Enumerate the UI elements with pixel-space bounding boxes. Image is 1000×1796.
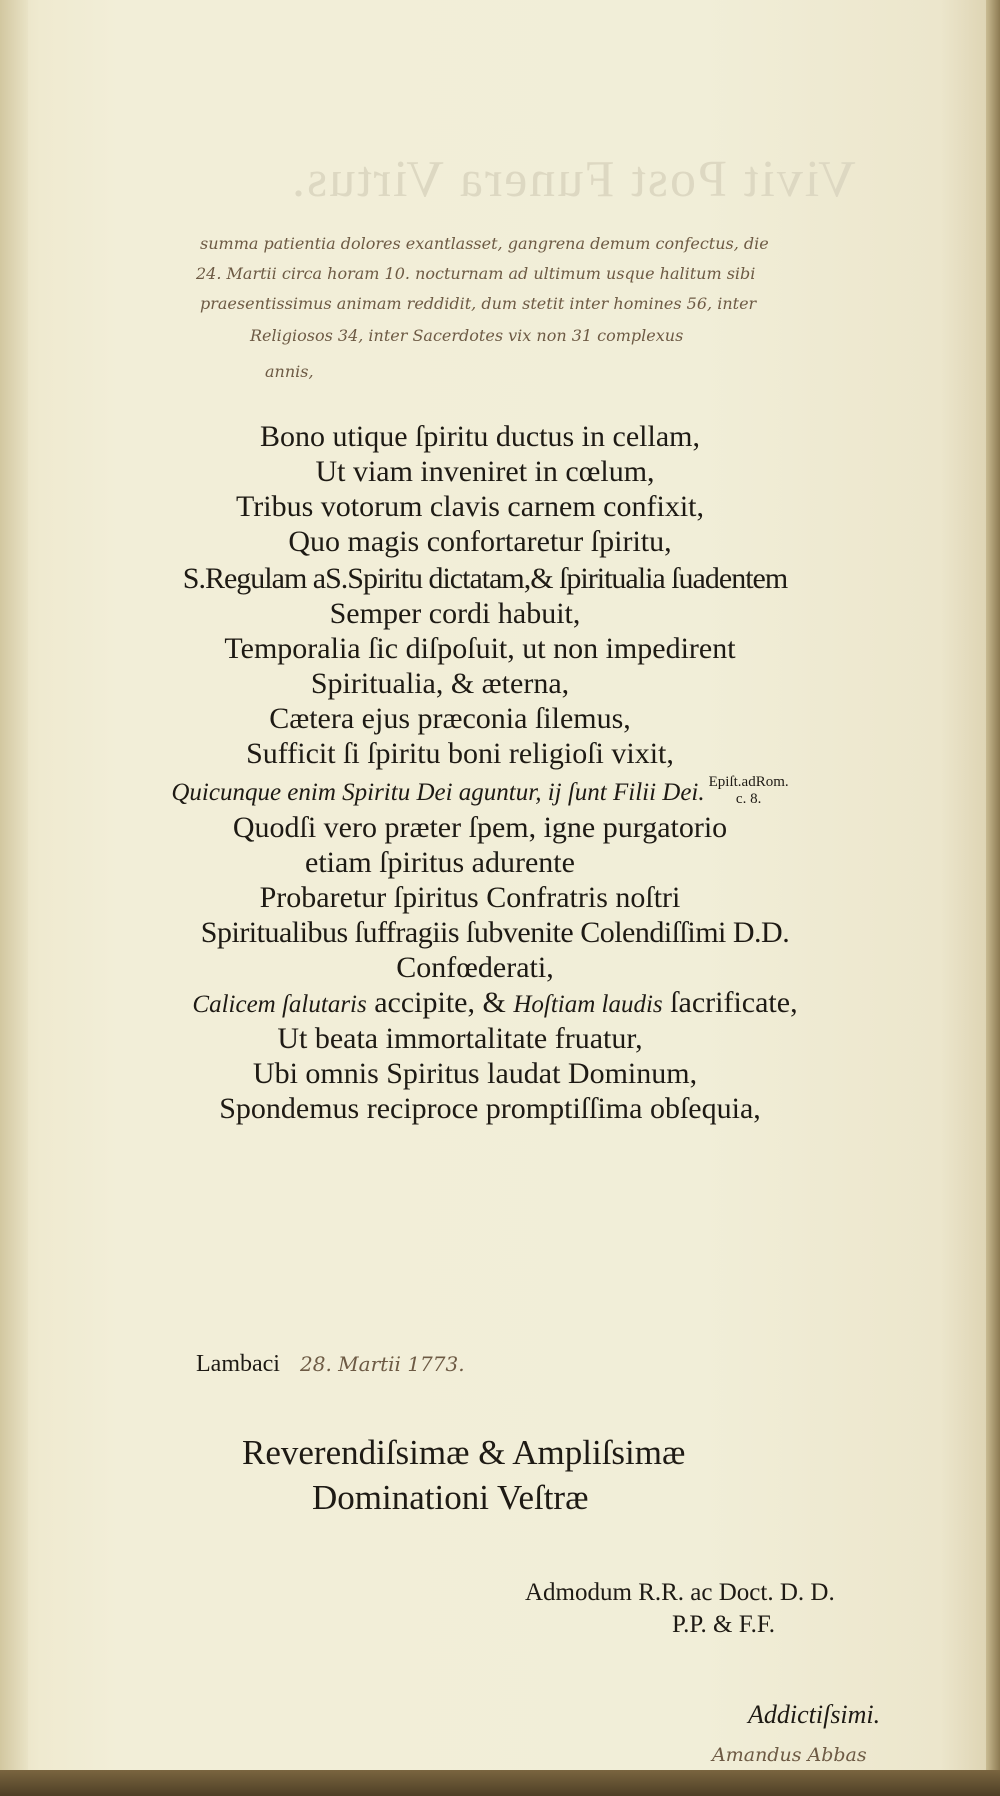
scripture-reference-block bbox=[709, 774, 789, 808]
calicem-line bbox=[0, 986, 995, 1022]
handwritten-line: praesentissimus animam reddidit, dum stetit inter homines 56, inter bbox=[200, 294, 757, 313]
place-name: Lambaci bbox=[196, 1351, 280, 1377]
calicem-text: accipite, & bbox=[366, 986, 514, 1019]
scripture-reference: Epiſt.adRom. bbox=[708, 774, 789, 790]
handwritten-line: Religiosos 34, inter Sacerdotes vix non 31 complexus bbox=[250, 326, 684, 345]
handwritten-line: summa patientia dolores exantlasset, gangrena demum confectus, die bbox=[200, 234, 769, 253]
body-line: Ut beata immortalitate fruatur, bbox=[277, 1022, 643, 1055]
body-line: Probaretur ſpiritus Confratris noſtri bbox=[259, 881, 681, 914]
body-line: Tribus votorum clavis carnem confixit, bbox=[236, 490, 704, 523]
salutation-line-1: Reverendiſsimæ & Ampliſsimæ bbox=[242, 1433, 686, 1472]
scripture-reference-chapter: c. 8. bbox=[735, 791, 762, 807]
bleed-through-title: Vivit Post Funera Virtus. bbox=[290, 151, 856, 208]
salutation-line-2: Dominationi Veſtræ bbox=[312, 1478, 589, 1517]
body-line: Quo magis confortaretur ſpiritu, bbox=[288, 525, 672, 558]
calicem-italic: Calicem ſalutaris bbox=[192, 991, 367, 1018]
scripture-quote bbox=[0, 772, 960, 808]
handwritten-line: annis, bbox=[265, 362, 314, 381]
handwritten-signature: Amandus Abbas bbox=[712, 1744, 867, 1766]
body-line: Quodſi vero præter ſpem, igne purgatorio bbox=[232, 811, 728, 844]
page-right-edge bbox=[986, 0, 1000, 1796]
body-line: S.Regulam aS.Spiritu dictatam,& ſpiritualia ſuadentem bbox=[182, 562, 788, 595]
quote-text: Quicunque enim Spiritu Dei aguntur, ij ſunt Filii Dei. bbox=[171, 779, 705, 806]
body-line: Ut viam inveniret in cœlum, bbox=[315, 455, 655, 488]
body-line: Cætera ejus præconia ſilemus, bbox=[269, 702, 631, 735]
body-line: Spiritualia, & æterna, bbox=[310, 667, 570, 700]
signoff-line-2: P.P. & F.F. bbox=[672, 1611, 776, 1638]
body-line: Spondemus reciproce promptiſſima obſequia, bbox=[219, 1092, 761, 1125]
handwritten-line: 24. Martii circa horam 10. nocturnam ad ultimum usque halitum sibi bbox=[196, 264, 756, 283]
body-line: Bono utique ſpiritu ductus in cellam, bbox=[260, 420, 700, 453]
body-line: Semper cordi habuit, bbox=[329, 597, 581, 630]
addictissimi: Addictiſsimi. bbox=[748, 1700, 881, 1729]
handwritten-date: 28. Martii 1773. bbox=[300, 1352, 465, 1376]
body-line: Ubi omnis Spiritus laudat Dominum, bbox=[252, 1057, 698, 1090]
body-line: Sufficit ſi ſpiritu boni religioſi vixit, bbox=[246, 737, 674, 770]
hostiam-italic: Hoſtiam laudis bbox=[513, 991, 663, 1018]
calicem-text-end: ſacrificate, bbox=[662, 986, 798, 1019]
body-line: Temporalia ſic diſpoſuit, ut non impedirent bbox=[224, 632, 736, 665]
body-line: etiam ſpiritus adurente bbox=[305, 846, 575, 879]
body-line: Confœderati, bbox=[396, 951, 554, 984]
body-line: Spiritualibus ſuffragiis ſubvenite Colendiſſimi D.D. bbox=[200, 916, 790, 949]
page-bottom-edge bbox=[0, 1770, 1000, 1796]
signoff-line-1: Admodum R.R. ac Doct. D. D. bbox=[525, 1579, 835, 1606]
